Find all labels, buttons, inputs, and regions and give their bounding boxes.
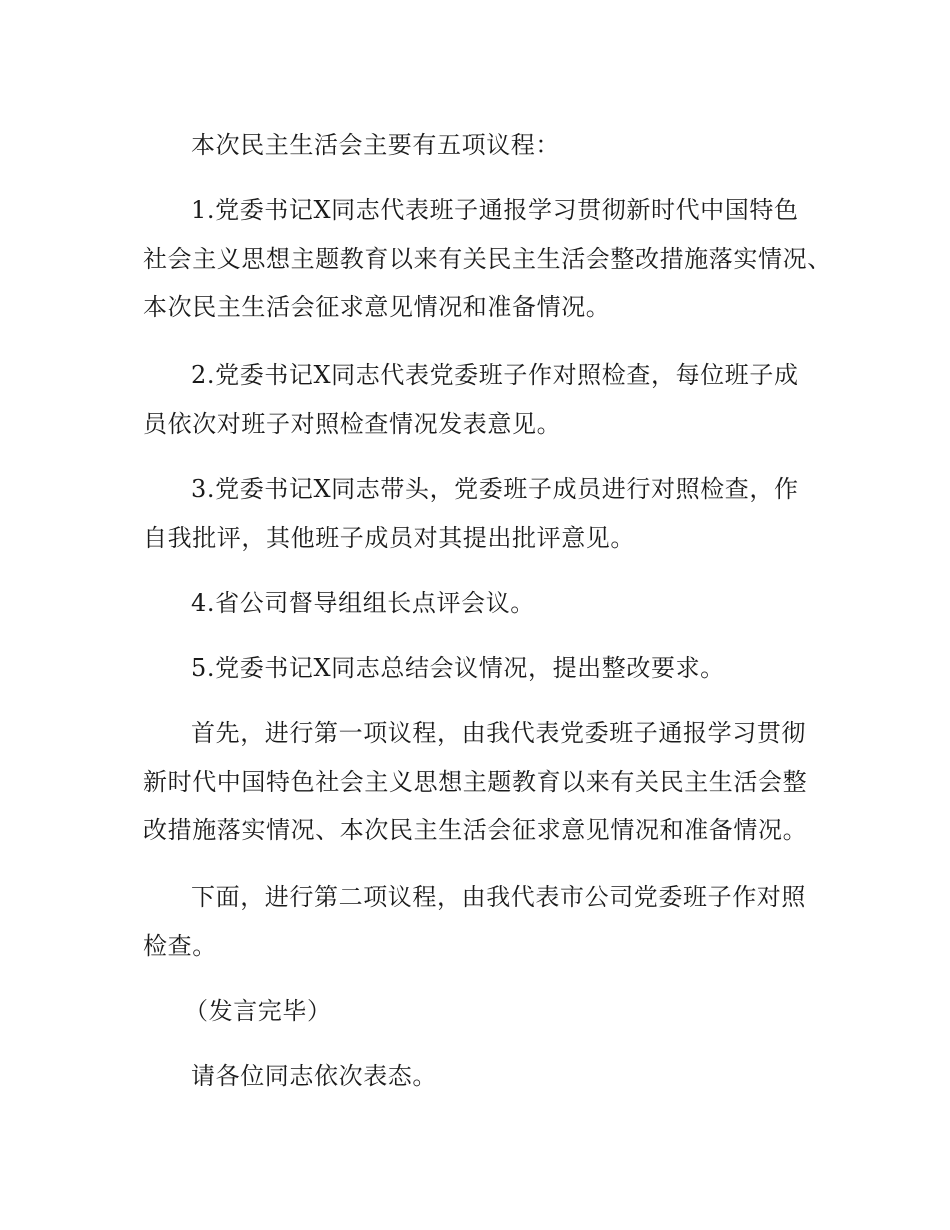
second-agenda-line-2: 检查。 [143,931,217,960]
agenda-item-2-line-2: 员依次对班子对照检查情况发表意见。 [143,409,562,438]
agenda-item-4: 4.省公司督导组组长点评会议。 [191,589,535,617]
agenda-item-1-line-1: 1.党委书记X同志代表班子通报学习贯彻新时代中国特色 [191,196,799,224]
agenda-item-1-line-3: 本次民主生活会征求意见情况和准备情况。 [143,293,611,321]
agenda-item-1 [143,186,832,332]
agenda-item-3-line-1: 3.党委书记X同志带头，党委班子成员进行对照检查，作 [191,475,799,503]
agenda-item-2 [143,351,823,448]
agenda-item-5: 5.党委书记X同志总结会议情况，提出整改要求。 [191,654,725,682]
first-agenda-line-1: 首先，进行第一项议程，由我代表党委班子通报学习贯彻 [191,719,806,747]
second-agenda-paragraph [143,873,823,970]
agenda-item-3-line-2: 自我批评，其他班子成员对其提出批评意见。 [143,523,635,552]
agenda-item-1-line-2: 社会主义思想主题教育以来有关民主生活会整改措施落实情况、 [143,244,832,273]
second-agenda-line-1: 下面，进行第二项议程，由我代表市公司党委班子作对照 [191,883,806,911]
agenda-item-2-line-1: 2.党委书记X同志代表党委班子作对照检查，每位班子成 [191,361,799,389]
first-agenda-line-2: 新时代中国特色社会主义思想主题教育以来有关民主生活会整 [143,767,808,796]
first-agenda-paragraph [143,709,823,855]
first-agenda-line-3: 改措施落实情况、本次民主生活会征求意见情况和准备情况。 [143,816,808,844]
agenda-item-3 [143,465,823,562]
closing-paragraph: 请各位同志依次表态。 [191,1062,437,1090]
speech-end-note: （发言完毕） [184,997,332,1025]
intro-paragraph: 本次民主生活会主要有五项议程： [191,131,560,159]
